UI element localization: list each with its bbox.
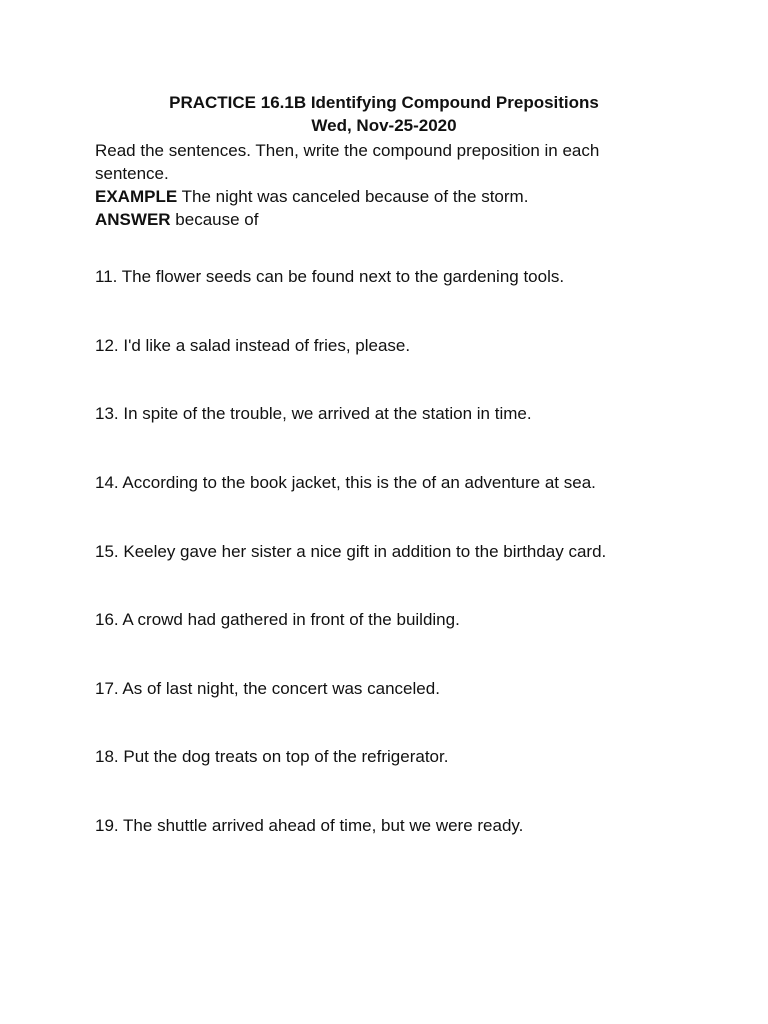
example-label: EXAMPLE: [95, 187, 178, 206]
question-11: 11. The flower seeds can be found next to the gardening tools.: [95, 267, 565, 286]
instructions-line-1: Read the sentences. Then, write the compound preposition in each: [95, 141, 600, 160]
answer-text: because of: [175, 210, 259, 229]
question-17: 17. As of last night, the concert was canceled.: [95, 679, 440, 698]
question-19: 19. The shuttle arrived ahead of time, but we were ready.: [95, 816, 524, 835]
instructions-line-2: sentence.: [95, 164, 169, 183]
answer-label: ANSWER: [95, 210, 171, 229]
question-15: 15. Keeley gave her sister a nice gift in addition to the birthday card.: [95, 542, 607, 561]
question-13: 13. In spite of the trouble, we arrived at the station in time.: [95, 404, 532, 423]
example-text: The night was canceled because of the storm.: [181, 187, 529, 206]
worksheet-date: Wed, Nov-25-2020: [311, 116, 457, 135]
question-12: 12. I'd like a salad instead of fries, please.: [95, 336, 411, 355]
question-14: 14. According to the book jacket, this is the of an adventure at sea.: [95, 473, 596, 492]
question-18: 18. Put the dog treats on top of the refrigerator.: [95, 747, 449, 766]
answer-line: [95, 208, 258, 231]
example-line: [95, 185, 528, 208]
worksheet-title: PRACTICE 16.1B Identifying Compound Prepositions: [169, 93, 599, 112]
question-16: 16. A crowd had gathered in front of the building.: [95, 610, 460, 629]
